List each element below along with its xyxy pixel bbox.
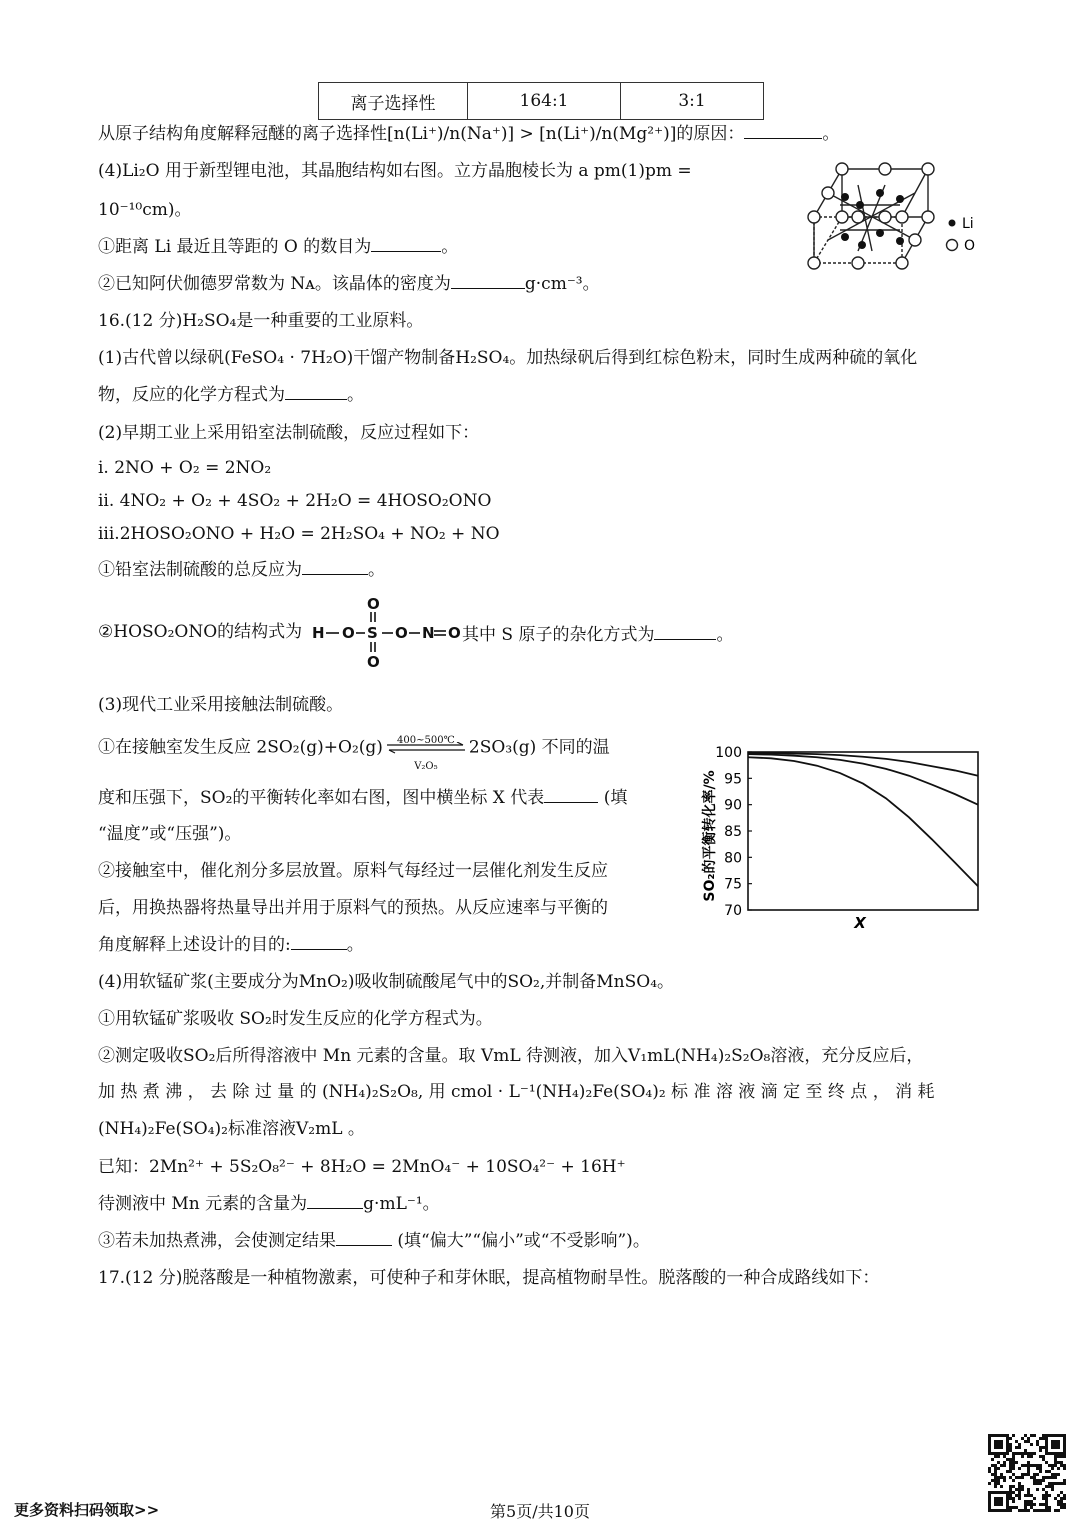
struct-n: N [422,624,435,642]
y-tick-label: 95 [724,771,742,788]
mn-content-line [98,1192,440,1216]
page-number: 第5页/共10页 [490,1502,590,1521]
answer-blank[interactable] [451,272,525,289]
q16-p3-intro: (3)现代工业采用接触法制硫酸。 [98,695,344,715]
so2-conversion-chart [692,740,988,936]
chart-y-ticks [715,745,752,919]
q16-p3-line2-end: (填 [603,788,628,808]
q16-p1-line2-text: 物，反应的化学方程式为 [98,385,285,405]
q16-p3-q2-line1: ②接触室中，催化剂分多层放置。原料气每经过一层催化剂发生反应 [98,861,608,881]
q16-title: 16.(12 分)H₂SO₄是一种重要的工业原料。 [98,311,424,331]
q16-p2-q2-pre: ②HOSO₂ONO的结构式为 [98,622,303,642]
ion-selectivity-table [318,82,764,120]
legend-o-label: O [964,238,976,254]
y-tick-label: 75 [724,876,742,893]
q17-title: 17.(12 分)脱落酸是一种植物激素，可使种子和芽休眠，提高植物耐旱性。脱落酸的一种合成路线如下： [98,1268,880,1288]
reversible-arrow [385,735,467,772]
q16-p2-q2-post: 其中 S 原子的杂化方式为 。 [462,625,734,645]
struct-o1: O [342,624,355,642]
answer-blank[interactable] [744,122,822,139]
struct-o-bottom: O [367,653,380,669]
q16-p4-q1: ①用软锰矿浆吸收 SO₂时发生反应的化学方程式为。 [98,1009,493,1029]
q16-p3-q2-line3-text: 角度解释上述设计的目的: [98,935,291,955]
chart-series [748,753,978,886]
q16-p4-q2-line2: 加 热 煮 沸 ， 去 除 过 量 的 (NH₄)₂S₂O₈, 用 cmol · L⁻¹(NH₄)₂Fe(SO₄)₂ 标 准 溶 液 滴 定 至 终 点 ， 消 耗 [98,1082,935,1102]
footer-more-resources[interactable]: 更多资料扫码领取>> [14,1501,160,1519]
q15-p4-q1-text: ①距离 Li 最近且等距的 O 的数目为 [98,237,372,257]
legend-li-label: Li [962,216,974,232]
q16-p3-q1-pre: ①在接触室发生反应 2SO₂(g)+O₂(g) [98,737,383,758]
unit-cell-frame [814,169,928,263]
series-line-curve-3 [748,757,978,886]
chart-xlabel: X [854,914,866,932]
chart-frame [748,752,978,910]
answer-blank[interactable] [285,383,347,400]
answer-blank[interactable] [544,786,598,803]
q16-p3-q2-line3: 角度解释上述设计的目的: 。 [98,935,364,955]
y-tick-label: 100 [715,745,742,761]
answer-blank[interactable] [291,933,347,950]
hoso2ono-structure [312,597,462,669]
answer-blank[interactable] [654,623,716,640]
y-tick-label: 90 [724,797,742,814]
q15-reason-text: 从原子结构角度解释冠醚的离子选择性[n(Li⁺)/n(Na⁺)] > [n(Li⁺)/n(Mg²⁺)]的原因： [98,124,745,144]
q16-p4-q3 [98,1229,650,1253]
reaction-ii: ii. 4NO₂ + O₂ + 4SO₂ + 2H₂O = 4HOSO₂ONO [98,491,492,511]
q16-p3-q1 [98,735,610,772]
q15-p4-q2-text: ②已知阿伏伽德罗常数为 Nᴀ。该晶体的密度为 [98,274,451,294]
q16-p4-q2-line3: (NH₄)₂Fe(SO₄)₂标准溶液V₂mL 。 [98,1119,365,1139]
q16-p4-q2-line1: ②测定吸收SO₂后所得溶液中 Mn 元素的含量。取 VmL 待测液，加入V₁mL(NH₄)₂S₂O₈溶液，充分反应后， [98,1046,924,1066]
q15-p4-line2: 10⁻¹⁰cm)。 [98,200,192,220]
q15-p4-q2 [98,272,600,296]
y-tick-label: 85 [724,824,742,840]
struct-o2: O [395,624,408,642]
lithium-atoms [841,189,904,249]
q16-p4-q3-pre: ③若未加热煮沸，会使测定结果 [98,1231,336,1251]
q16-p1-line1: (1)古代曾以绿矾(FeSO₄ · 7H₂O)干馏产物制备H₂SO₄。加热绿矾后得到红棕色粉末，同时生成两种硫的氧化 [98,348,918,368]
answer-blank[interactable] [302,558,368,575]
reaction-i: i. 2NO + O₂ = 2NO₂ [98,458,272,478]
q15-p4-q1: ①距离 Li 最近且等距的 O 的数目为 。 [98,237,459,257]
mn-unit: g·mL⁻¹。 [363,1194,440,1214]
arrow-condition-bottom: V₂O₅ [414,761,438,772]
table-row-label: 离子选择性 [319,83,468,120]
crystal-structure-figure [800,155,985,277]
struct-o3: O [448,624,461,642]
q16-p3-line3: “温度”或“压强”)。 [98,824,242,844]
q16-p3-line2-text: 度和压强下，SO₂的平衡转化率如右图，图中横坐标 X 代表 [98,788,545,808]
q16-p2-q1-text: ①铅室法制硫酸的总反应为 [98,560,302,580]
density-unit: g·cm⁻³。 [524,274,600,294]
y-tick-label: 70 [724,903,742,919]
arrow-condition-top: 400~500℃ [397,735,455,746]
answer-blank[interactable] [307,1192,363,1209]
answer-blank[interactable] [371,235,441,252]
mn-content-text: 待测液中 Mn 元素的含量为 [98,1194,308,1214]
q16-p3-q1-post: 2SO₃(g) 不同的温 [468,737,610,758]
series-line-curve-2 [748,754,978,805]
q16-p2-intro: (2)早期工业上采用铅室法制硫酸，反应过程如下： [98,423,480,443]
q16-p4-intro: (4)用软锰矿浆(主要成分为MnO₂)吸收制硫酸尾气中的SO₂,并制备MnSO₄。 [98,972,675,992]
q16-p3-q2-line2: 后，用换热器将热量导出并用于原料气的预热。从反应速率与平衡的 [98,898,608,918]
q15-reason-line: 从原子结构角度解释冠醚的离子选择性[n(Li⁺)/n(Na⁺)] > [n(Li⁺)/n(Mg²⁺)]的原因： 。 [98,124,840,144]
answer-blank[interactable] [336,1229,392,1246]
q16-p3-line2 [98,786,627,810]
q16-p2-q1: ①铅室法制硫酸的总反应为 。 [98,560,385,580]
q15-p4-line1: (4)Li₂O 用于新型锂电池，其晶胞结构如右图。立方晶胞棱长为 a pm(1)pm = [98,161,692,181]
struct-h: H [312,624,325,642]
q16-p1-line2: 物，反应的化学方程式为 。 [98,385,364,405]
known-equation: 已知：2Mn²⁺ + 5S₂O₈²⁻ + 8H₂O = 2MnO₄⁻ + 10SO₄²⁻ + 16H⁺ [98,1157,626,1177]
legend-o-circle [947,240,958,251]
table-row [319,83,764,120]
chart-ylabel: SO₂的平衡转化率/% [702,770,718,902]
reaction-iii: iii.2HOSO₂ONO + H₂O = 2H₂SO₄ + NO₂ + NO [98,524,500,544]
q16-p4-q3-post: (填“偏大”“偏小”或“不受影响”)。 [397,1231,650,1251]
y-tick-label: 80 [724,850,742,867]
table-cell-value-2: 3:1 [621,83,764,120]
struct-s: S [367,624,378,642]
q16-p2-q2-post-text: 其中 S 原子的杂化方式为 [462,625,655,645]
struct-o-top: O [367,597,380,613]
legend-li-dot [949,220,956,227]
table-cell-value-1: 164:1 [468,83,621,120]
